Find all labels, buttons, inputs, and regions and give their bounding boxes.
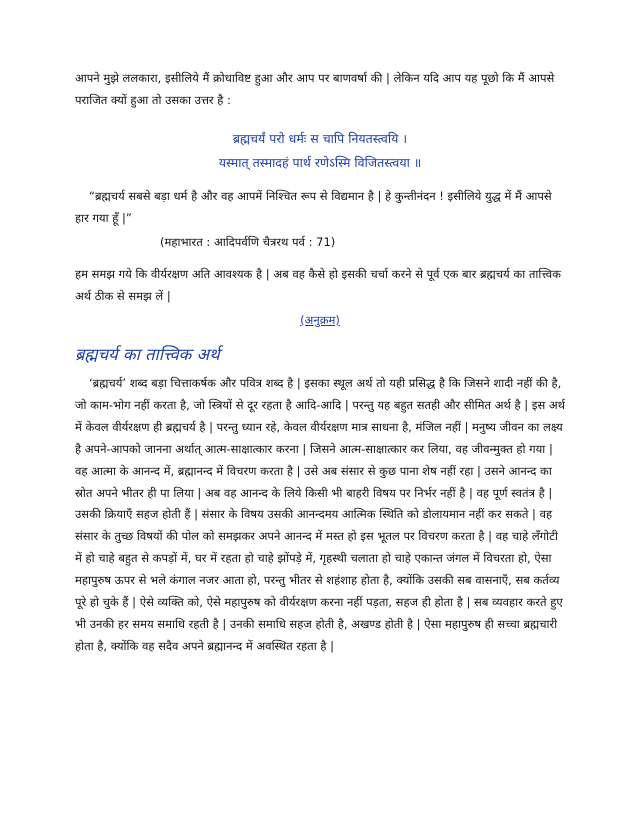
citation: (महाभारत : आदिपर्वणि चैत्ररथ पर्व : 71) <box>160 235 336 249</box>
section-body-paragraph: ‘ब्रह्मचर्य’ शब्द बड़ा चित्ताकर्षक और पवित्र शब्द है | इसका स्थूल अर्थ तो यही प्रसिद्ध है कि जिसने शादी नहीं की है, जो काम-भोग नहीं करता है, जो स्त्रियों से दूर रहता है आदि-आदि | परन्तु यह बहुत सतही और सीमित अर्थ है | इस अर्थ में केवल वीर्यरक्षण ही ब्रह्मचर्य है | परन्तु ध्यान रहे, केवल वीर्यरक्षण मात्र साधना है, मंजिल नहीं | मनुष्य जीवन का लक्ष्य है अपने-आपको जानना अर्थात् आत्म-साक्षात्कार करना | जिसने आत्म-साक्षात्कार कर लिया, वह जीवन्मुक्त हो गया | वह आत्मा के आनन्द में, ब्रह्मानन्द में विचरण करता है | उसे अब संसार से कुछ पाना शेष नहीं रहा | उसने आनन्द का स्रोत अपने भीतर ही पा लिया | अब वह आनन्द के लिये किसी भी बाहरी विषय पर निर्भर नहीं है | वह पूर्ण स्वतंत्र है | उसकी क्रियाएँ सहज होती हैं | संसार के विषय उसकी आनन्दमय आत्मिक स्थिति को डोलायमान नहीं कर सकते | वह संसार के तुच्छ विषयों की पोल को समझकर अपने आनन्द में मस्त हो इस भूतल पर विचरण करता है | वह चाहे लँगोटी में हो चाहे बहुत से कपड़ों में, घर में रहता हो चाहे झोंपड़े में, गृहस्थी चलाता हो चाहे एकान्त जंगल में विचरता हो, ऐसा महापुरुष ऊपर से भले कंगाल नजर आता हो, परन्तु भीतर से शहंशाह होता है, क्योंकि उसकी सब वासनाएँ, सब कर्तव्य पूरे हो चुके हैं | ऐसे व्यक्ति को, ऐसे महापुरुष को वीर्यरक्षण करना नहीं पड़ता, सहज ही होता है | सब व्यवहार करते हुए भी उनकी हर समय समाधि रहती है | उनकी समाधि सहज होती है, अखण्ड होती है | ऐसा महापुरुष ही सच्चा ब्रह्मचारी होता है, क्योंकि वह सदैव अपने ब्रह्मानन्द में अवस्थित रहता है | <box>75 376 566 653</box>
intro-paragraph: आपने मुझे ललकारा, इसीलिये मैं क्रोधाविष्ट हुआ और आप पर बाणवर्षा की | लेकिन यदि आप यह पूछो कि मैं आपसे पराजित क्यों हुआ तो उसका उत्तर है : <box>75 71 555 107</box>
verse-meaning-paragraph: “ब्रह्मचर्य सबसे बड़ा धर्म है और वह आपमें निश्चित रूप से विद्यमान है | हे कुन्तीनंदन ! इसीलिये युद्ध में मैं आपसे हार गया हूँ |” <box>75 189 552 225</box>
verse-line-1: ब्रह्मचर्यं परो धर्मः स चापि नियतस्त्वयि । <box>232 131 408 146</box>
transition-paragraph: हम समझ गये कि वीर्यरक्षण अति आवश्यक है | अब वह कैसे हो इसकी चर्चा करने से पूर्व एक बार ब्रह्मचर्य का तात्त्विक अर्थ ठीक से समझ लें | <box>75 267 561 303</box>
table-of-contents-link[interactable]: (अनुक्रम) <box>300 313 340 327</box>
verse-line-2: यस्मात् तस्मादहं पार्थ रणेऽस्मि विजितस्त्वया ॥ <box>218 155 422 170</box>
section-heading: ब्रह्मचर्य का तात्त्विक अर्थ <box>75 345 220 364</box>
sanskrit-verse <box>75 127 565 175</box>
